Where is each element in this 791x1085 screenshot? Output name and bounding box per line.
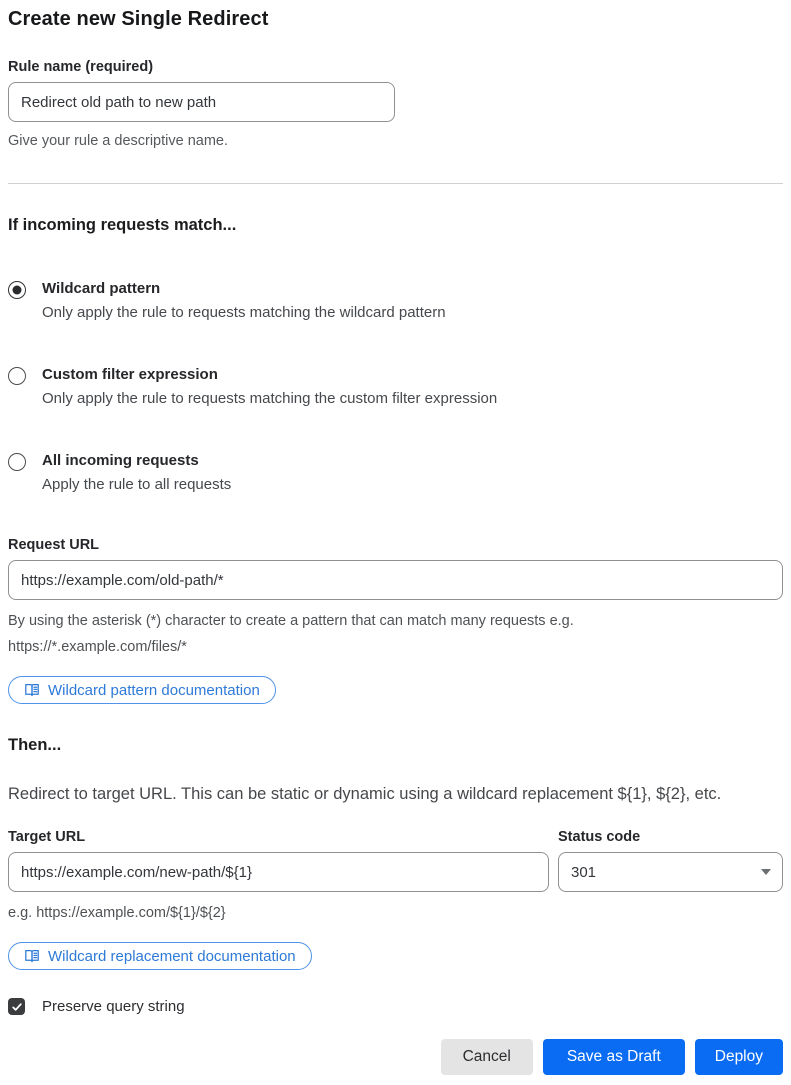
radio-label: Wildcard pattern (42, 280, 161, 297)
request-url-help-line2: https://*.example.com/files/* (8, 639, 187, 655)
request-url-input[interactable] (8, 560, 783, 600)
radio-label: Custom filter expression (42, 366, 218, 383)
wildcard-replacement-documentation-button[interactable] (8, 942, 312, 970)
radio-label: All incoming requests (42, 452, 199, 469)
cancel-button[interactable]: Cancel (441, 1039, 533, 1075)
request-url-field (8, 537, 783, 704)
radio-option-all-incoming-requests[interactable] (8, 451, 783, 495)
radio-description: Only apply the rule to requests matching the wildcard pattern (42, 304, 446, 321)
section-divider (8, 183, 783, 184)
radio-button-icon[interactable] (8, 281, 26, 299)
book-icon (24, 948, 40, 964)
save-as-draft-button[interactable]: Save as Draft (543, 1039, 685, 1075)
rule-name-help: Give your rule a descriptive name. (8, 133, 229, 149)
radio-button-icon[interactable] (8, 367, 26, 385)
then-section-description: Redirect to target URL. This can be static or dynamic using a wildcard replacement ${1}, ${2}, etc. (8, 785, 722, 803)
book-icon (24, 682, 40, 698)
target-url-input[interactable] (8, 852, 549, 892)
deploy-button[interactable]: Deploy (695, 1039, 783, 1075)
page-title: Create new Single Redirect (8, 8, 269, 30)
rule-name-label: Rule name (required) (8, 59, 154, 75)
status-code-field (558, 829, 783, 892)
form-actions (8, 1039, 783, 1075)
preserve-query-string-label: Preserve query string (42, 998, 185, 1015)
radio-description: Only apply the rule to requests matching the custom filter expression (42, 390, 498, 407)
rule-name-field (8, 59, 783, 153)
checkbox-checked-icon[interactable] (8, 998, 25, 1015)
target-url-help: e.g. https://example.com/${1}/${2} (8, 905, 226, 921)
wildcard-pattern-documentation-button[interactable] (8, 676, 276, 704)
match-type-radio-group (8, 279, 783, 495)
preserve-query-string-checkbox-row[interactable] (8, 998, 783, 1015)
radio-option-custom-filter-expression[interactable] (8, 365, 783, 409)
request-url-label: Request URL (8, 537, 100, 553)
target-url-label: Target URL (8, 829, 86, 845)
rule-name-input[interactable] (8, 82, 395, 122)
doc-button-label: Wildcard replacement documentation (48, 947, 296, 965)
status-code-label: Status code (558, 829, 641, 845)
then-section-heading: Then... (8, 736, 62, 754)
match-section-heading: If incoming requests match... (8, 216, 237, 234)
target-status-row (8, 829, 783, 892)
request-url-help-line1: By using the asterisk (*) character to create a pattern that can match many requests e.g. (8, 613, 574, 629)
status-code-select[interactable] (558, 852, 783, 892)
doc-button-label: Wildcard pattern documentation (48, 681, 260, 699)
radio-description: Apply the rule to all requests (42, 476, 232, 493)
target-url-field (8, 829, 549, 892)
radio-button-icon[interactable] (8, 453, 26, 471)
radio-option-wildcard-pattern[interactable] (8, 279, 783, 323)
